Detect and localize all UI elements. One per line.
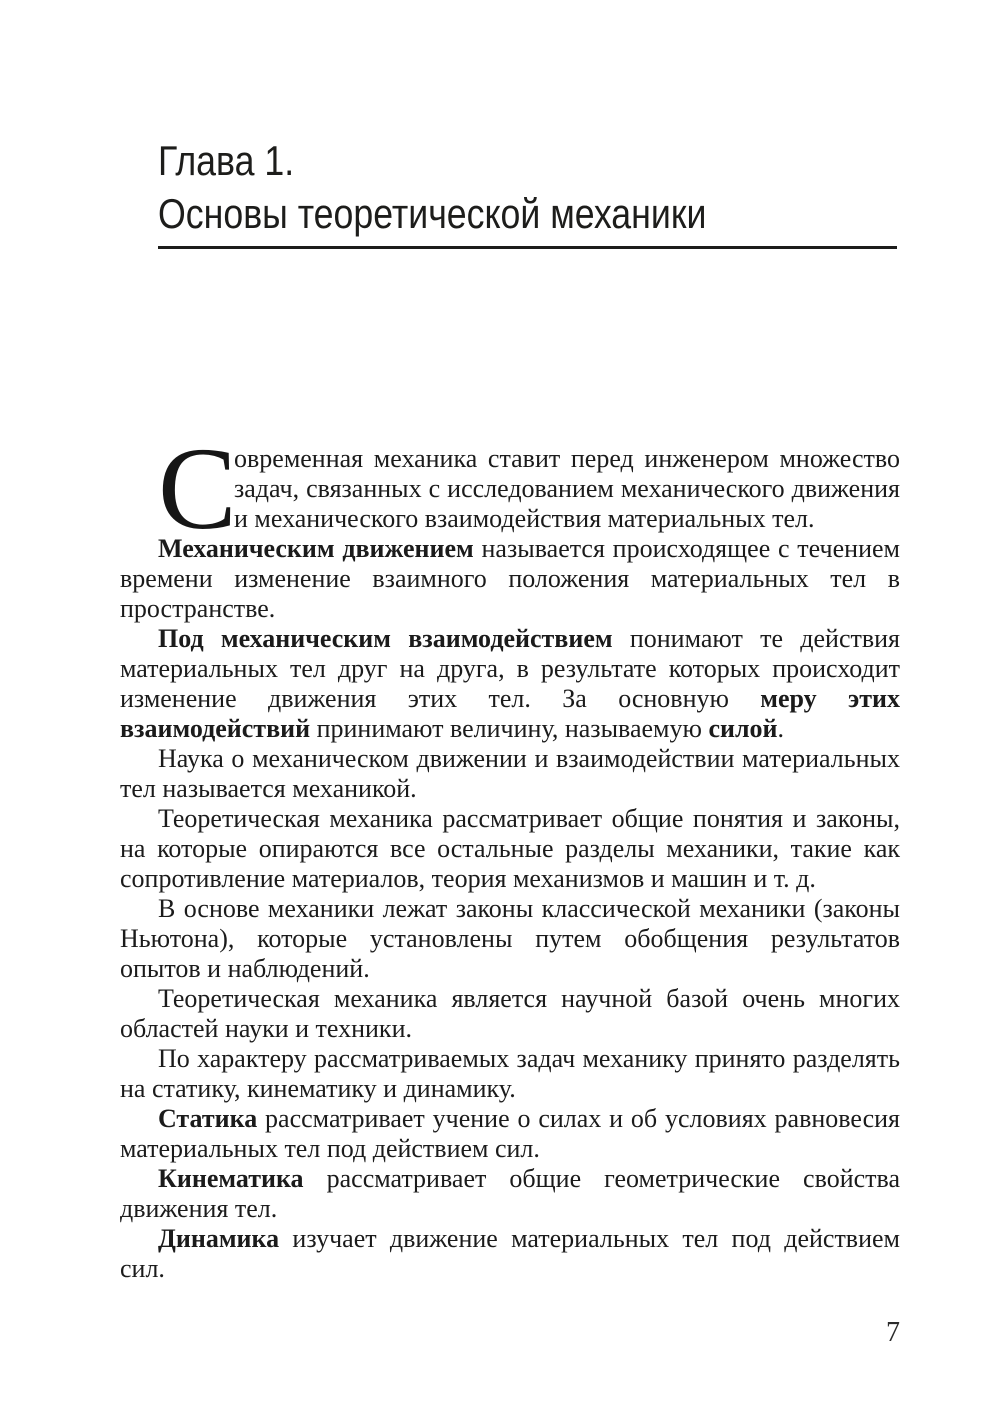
bold-text-segment: Кинематика <box>158 1164 304 1193</box>
paragraph <box>120 894 900 984</box>
bold-text-segment: Динамика <box>158 1224 280 1253</box>
paragraph <box>120 534 900 624</box>
chapter-heading <box>158 134 706 240</box>
bold-text-segment: Статика <box>158 1104 258 1133</box>
text-segment: овременная механика ставит перед инженером множество задач, связанных с исследованием механического движения и механического взаимодействия материальных тел. <box>234 444 900 533</box>
text-segment: рассматривает общие геометрические свойства движения тел. <box>120 1164 900 1223</box>
heading-rule <box>158 246 897 249</box>
text-segment: В основе механики лежат законы классической механики (законы Ньютона), которые установлены путем обобщения результатов опытов и наблюдений. <box>120 894 900 983</box>
drop-cap: С <box>158 423 237 554</box>
chapter-title: Основы теоретической механики <box>158 190 707 237</box>
paragraph <box>120 984 900 1044</box>
paragraph <box>120 1104 900 1164</box>
text-segment: называется происходящее с течением времени изменение взаимного положения материальных тел в пространстве. <box>120 534 900 623</box>
text-segment: Теоретическая механика рассматривает общие понятия и законы, на которые опираются все остальные разделы механики, такие как сопротивление материалов, теория механизмов и машин и т. д. <box>120 804 900 893</box>
text-segment: принимают величину, называемую <box>310 714 709 743</box>
text-segment: Наука о механическом движении и взаимодействии материальных тел называется механикой. <box>120 744 900 803</box>
text-segment: изучает движение материальных тел под действием сил. <box>120 1224 900 1283</box>
bold-text-segment: Под механическим взаимодействием <box>158 624 613 653</box>
body-text <box>120 423 900 1284</box>
paragraph <box>120 744 900 804</box>
text-segment: понимают те действия материальных тел друг на друга, в результате которых происходит изменение движения этих тел. За основную <box>120 624 900 713</box>
page-number: 7 <box>886 1317 900 1348</box>
paragraph <box>120 1164 900 1224</box>
text-segment: Теоретическая механика является научной базой очень многих областей науки и техники. <box>120 984 900 1043</box>
paragraph <box>120 804 900 894</box>
bold-text-segment: меру этих взаимодействий <box>120 684 900 743</box>
chapter-label: Глава 1. <box>158 137 295 184</box>
bold-text-segment: силой <box>708 714 778 743</box>
text-segment: По характеру рассматриваемых задач механику принято разделять на статику, кинематику и динамику. <box>120 1044 900 1103</box>
paragraph <box>120 624 900 744</box>
text-segment: рассматривает учение о силах и об условиях равновесия материальных тел под действием сил. <box>120 1104 900 1163</box>
paragraph <box>120 1044 900 1104</box>
bold-text-segment: Механическим движением <box>158 534 474 563</box>
text-segment: . <box>777 714 785 743</box>
paragraph <box>120 1224 900 1284</box>
